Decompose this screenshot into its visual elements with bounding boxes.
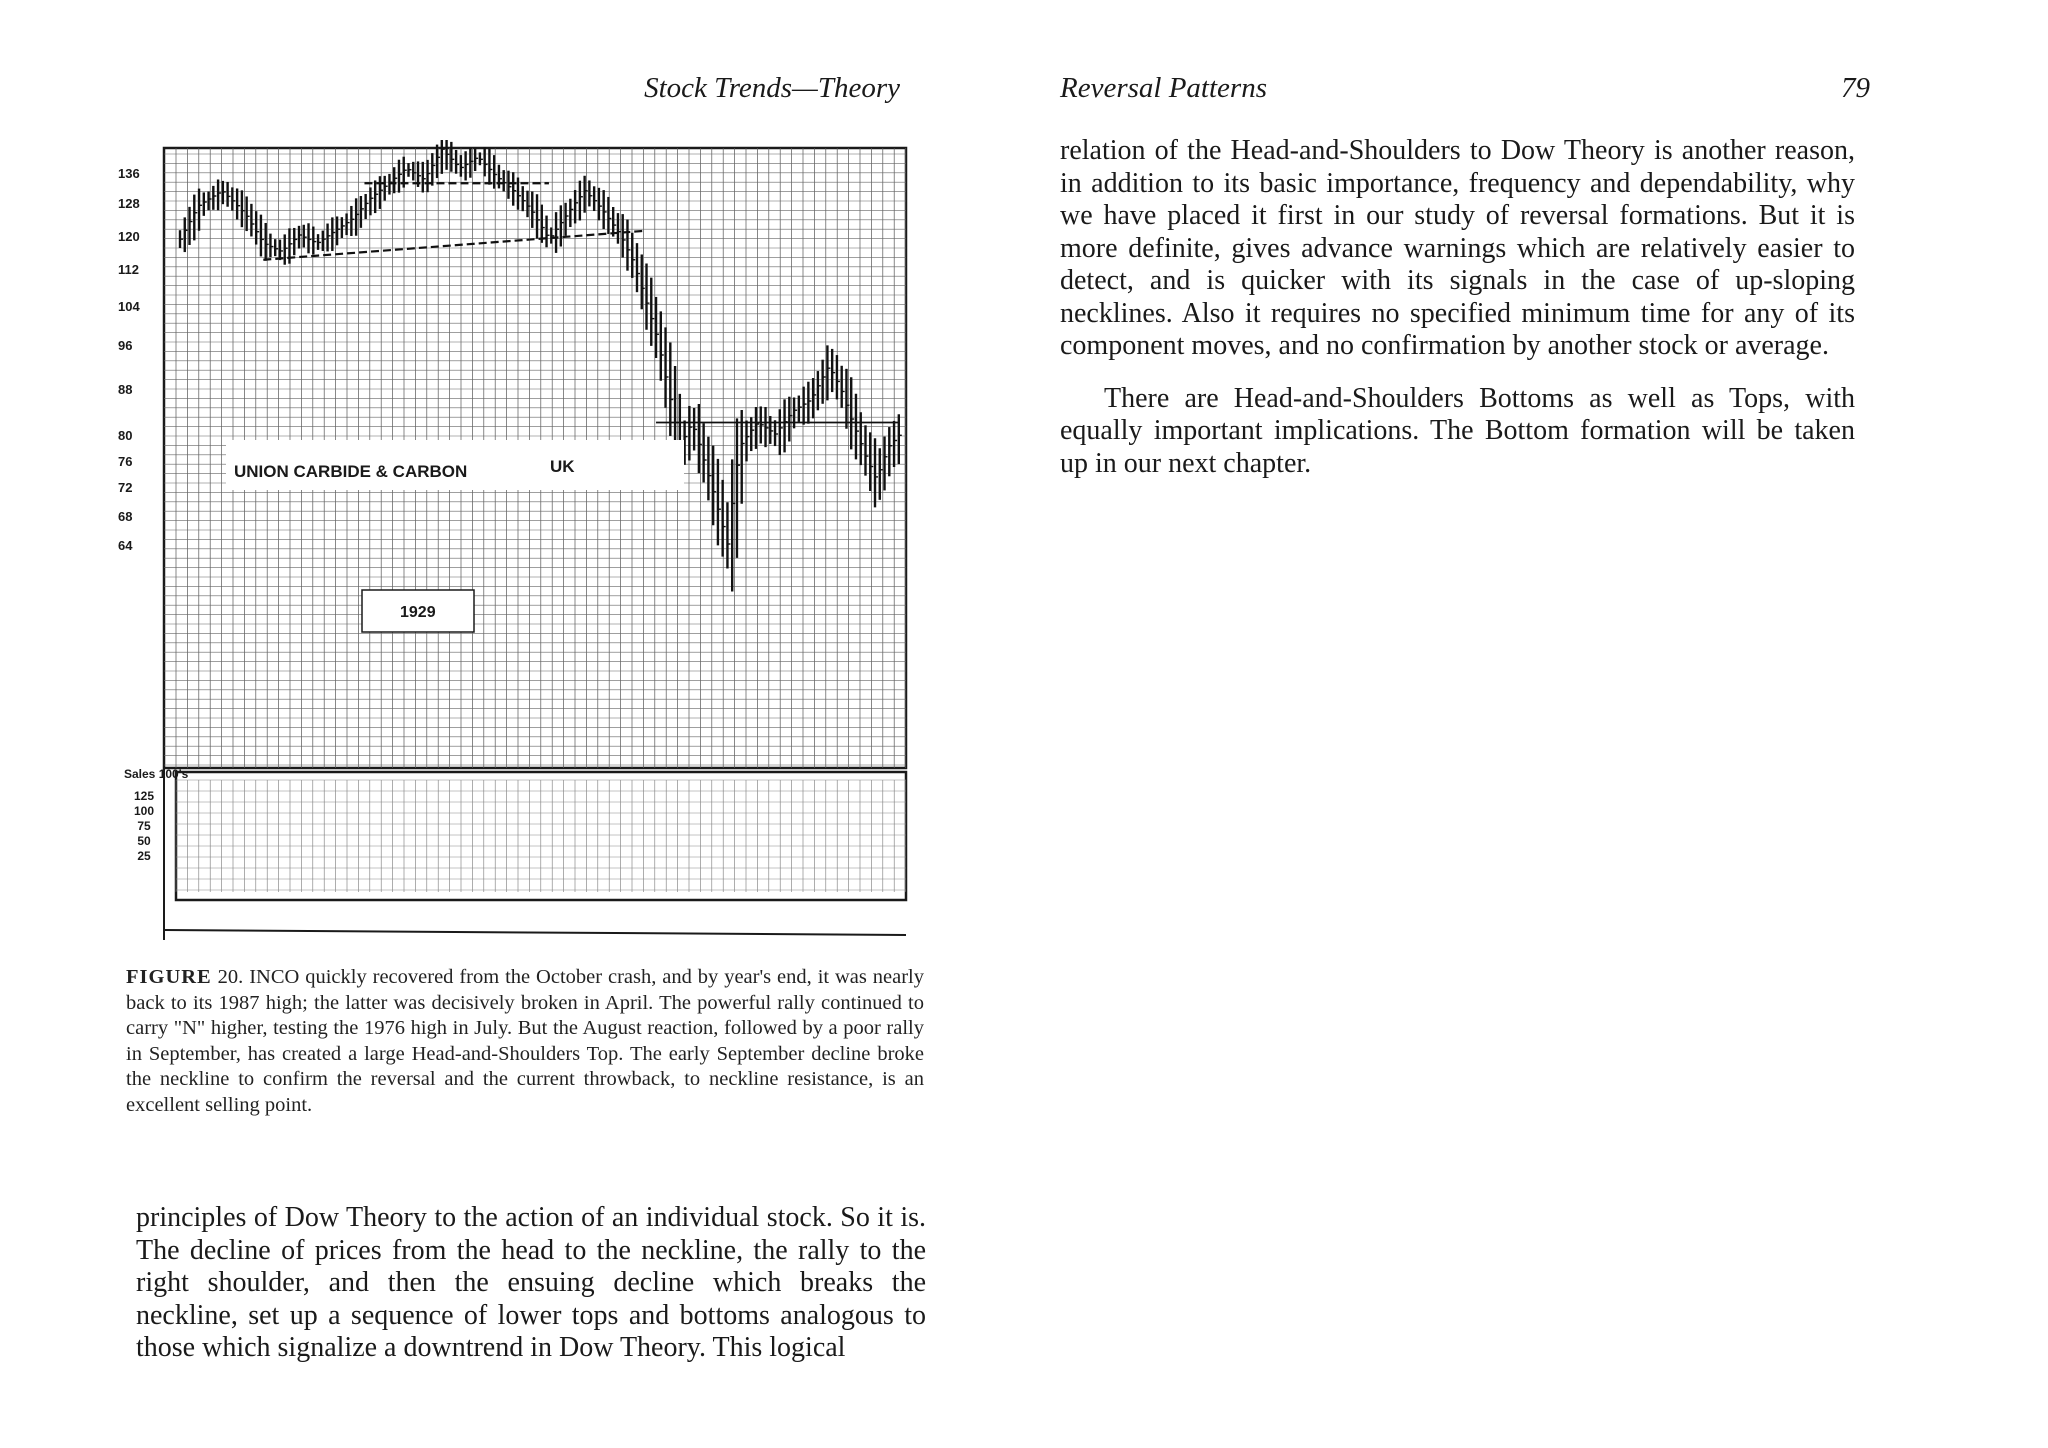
figure-caption xyxy=(126,965,924,1118)
price-tick-label: 136 xyxy=(118,166,140,181)
price-tick-label: 80 xyxy=(118,428,133,443)
chart-title: UNION CARBIDE & CARBON xyxy=(234,462,468,481)
page-number: 79 xyxy=(1841,72,1870,104)
caption-text: INCO quickly recovered from the October crash, and by year's end, it was nearly back to its 1987 high; the latter was decisively broken in April. The powerful rally continued to carry "N" higher, testing the 1976 high in July. But the August reaction, followed by a poor rally in September, has created a large Head-and-Shoulders Top. The early September decline broke the neckline to confirm the reversal and the current throwback, to neckline resistance, is an excellent selling point. xyxy=(126,966,925,1116)
right-paragraph-2: There are Head-and-Shoulders Bottoms as well as Tops, with equally important implications. The Bottom formation will be taken up in our next chapter. xyxy=(1060,382,1855,479)
price-tick-label: 64 xyxy=(118,538,133,553)
volume-tick-label: 100 xyxy=(133,804,155,818)
volume-tick-label: 125 xyxy=(133,789,155,803)
price-tick-label: 128 xyxy=(118,196,140,211)
caption-number: 20. xyxy=(217,966,244,988)
right-page xyxy=(1024,0,2048,1448)
price-tick-label: 72 xyxy=(118,480,133,495)
volume-tick-label: 50 xyxy=(137,834,151,848)
right-paragraph-1: relation of the Head-and-Shoulders to Dow Theory is another reason, in addition to its basic importance, frequency and dependability, why we have placed it first in our study of reversal formations. But it is more definite, gives advance warnings which are relatively easier to detect, and is quicker with its signals in the case of up-sloping necklines. Also it requires no specified minimum time for any of its component moves, and no confirmation by another stock or average. xyxy=(1060,135,1855,361)
left-running-head: Stock Trends—Theory xyxy=(644,72,900,104)
price-tick-label: 68 xyxy=(118,509,133,524)
left-body-text xyxy=(136,1202,926,1365)
stock-chart-svg xyxy=(98,140,918,940)
chart-ticker: UK xyxy=(550,457,575,476)
volume-tick-label: 25 xyxy=(137,849,151,863)
bottom-edge-line xyxy=(164,930,906,935)
price-tick-label: 96 xyxy=(118,338,133,353)
price-tick-label: 112 xyxy=(118,262,139,277)
left-paragraph: principles of Dow Theory to the action of an individual stock. So it is. The decline of prices from the head to the neckline, the rally to the right shoulder, and then the ensuing decline which breaks the neckline, set up a sequence of lower tops and bottoms analogous to those which signalize a downtrend in Dow Theory. This logical xyxy=(136,1202,926,1363)
price-tick-label: 120 xyxy=(118,229,140,244)
volume-axis-labels xyxy=(134,789,154,863)
right-running-head: Reversal Patterns xyxy=(1060,72,1267,104)
figure-20-chart xyxy=(98,140,918,940)
price-tick-label: 76 xyxy=(118,454,133,469)
right-body-text xyxy=(1060,135,1855,480)
volume-tick-label: 75 xyxy=(137,819,151,833)
price-tick-label: 104 xyxy=(118,299,140,314)
sales-label: Sales 100's xyxy=(124,767,189,781)
chart-year: 1929 xyxy=(400,604,436,621)
price-axis-labels xyxy=(118,166,140,553)
price-tick-label: 88 xyxy=(118,382,133,397)
caption-label: FIGURE xyxy=(126,966,212,988)
